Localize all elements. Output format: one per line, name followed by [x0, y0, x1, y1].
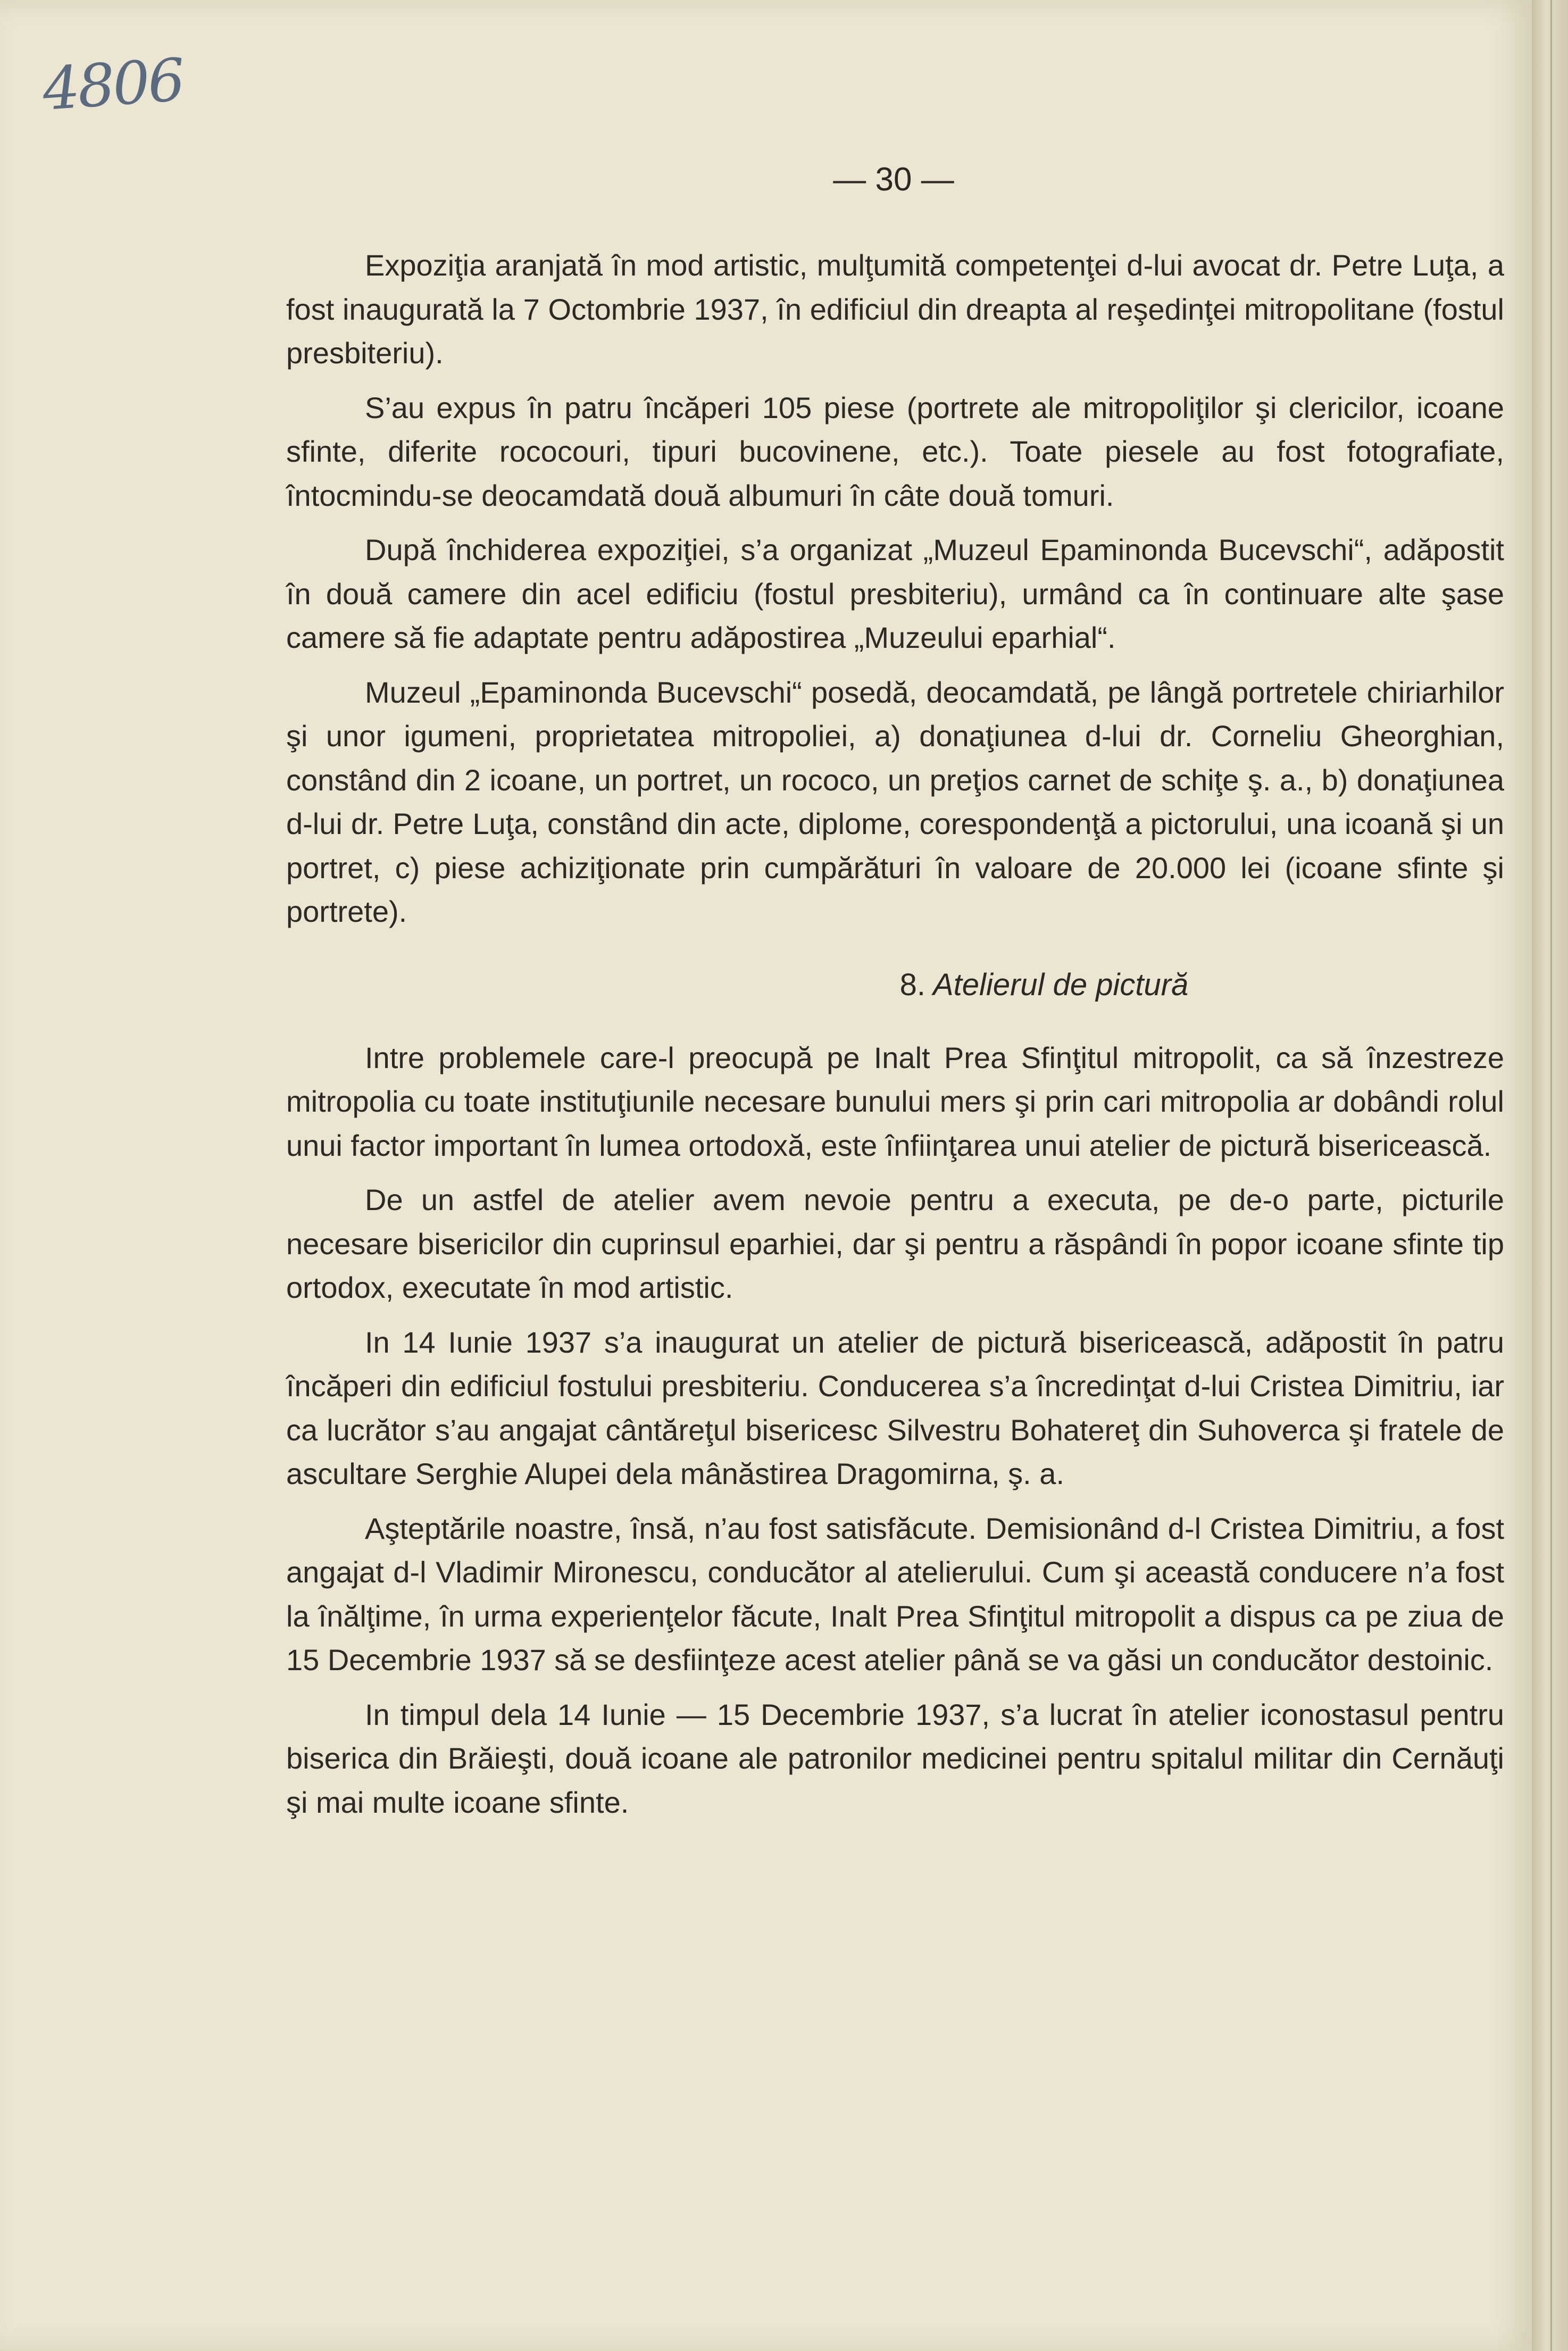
body-text [286, 244, 1504, 1835]
paragraph: In timpul dela 14 Iunie — 15 Decembrie 1937, s’a lucrat în atelier iconostasul pentru biserica din Brăieşti, două icoane ale patronilor medicinei pentru spitalul militar din Cernăuţi şi mai multe icoane sfinte. [286, 1697, 1504, 1819]
section-title: Atelierul de pictură [933, 967, 1189, 1002]
paragraph: Aşteptările noastre, însă, n’au fost satisfăcute. Demisionând d-l Cristea Dimitriu, a fost angajat d-l Vladimir Mironescu, conducător al atelierului. Cum şi această conducere n’a fost la înălţime, în urma experienţelor făcute, Inalt Prea Sfinţitul mitropolit a dispus ca pe ziua de 15 Decembrie 1937 să se desfiinţeze acest atelier până se va găsi un conducător destoinic. [286, 1511, 1504, 1677]
paragraph: In 14 Iunie 1937 s’a inaugurat un atelier de pictură bisericească, adăpostit în patru încăperi din edificiul fostului presbiteriu. Conducerea s’a încredinţat d-lui Cristea Dimitriu, iar ca lucrător s’au angajat cântăreţul bisericesc Silvestru Bohatereţ din Suhoverca şi fratele de ascultare Serghie Alupei dela mânăstirea Dragomirna, ş. a. [286, 1325, 1504, 1490]
paragraph: Muzeul „Epaminonda Bucevschi“ posedă, deocamdată, pe lângă portretele chiriarhilor şi unor igumeni, proprietatea mitropoliei, a) donaţiunea d-lui dr. Corneliu Gheorghian, constând din 2 icoane, un portret, un rococo, un preţios carnet de schiţe ş. a., b) donaţiunea d-lui dr. Petre Luţa, constând din acte, diplome, corespondenţă a pictorului, una icoană şi un portret, c) piese achiziţionate prin cumpărături în valoare de 20.000 lei (icoane sfinte şi portrete). [286, 675, 1504, 928]
paragraph: Expoziţia aranjată în mod artistic, mulţumită competenţei d-lui avocat dr. Petre Luţa, a fost inaugurată la 7 Octombrie 1937, în edificiul din dreapta al reşedinţei mitropolitane (fostul presbiteriu). [286, 248, 1504, 370]
paragraph: După închiderea expoziţiei, s’a organizat „Muzeul Epaminonda Bucevschi“, adăpostit în două camere din acel edificiu (fostul presbiteriu), urmând ca în continuare alte şase camere să fie adaptate pentru adăpostirea „Muzeului eparhial“. [286, 533, 1504, 654]
paragraph: De un astfel de atelier avem nevoie pentru a executa, pe de-o parte, picturile necesare bisericilor din cuprinsul eparhiei, dar şi pentru a răspândi în popor icoane sfinte tip ortodox, executate în mod artistic. [286, 1183, 1504, 1304]
section-number: 8. [899, 967, 925, 1002]
page-edge [1532, 0, 1568, 2351]
handwritten-margin-note: 4806 [40, 45, 186, 124]
page-edge-line [1550, 0, 1552, 2351]
section-heading [286, 963, 1504, 1007]
page-number: — 30 — [833, 161, 954, 198]
paragraph: Intre problemele care-l preocupă pe Inalt Prea Sfinţitul mitropolit, ca să înzestreze mitropolia cu toate instituţiunile necesare bunului mers şi prin cari mitropolia ar dobândi rolul unui factor important în lumea ortodoxă, este înfiinţarea unui atelier de pictură bisericească. [286, 1040, 1504, 1162]
paragraph: S’au expus în patru încăperi 105 piese (portrete ale mitropoliţilor şi clericilor, icoane sfinte, diferite rococouri, tipuri bucovinene, etc.). Toate piesele au fost fotografiate, întocmindu-se deocamdată două albumuri în câte două tomuri. [286, 390, 1504, 512]
